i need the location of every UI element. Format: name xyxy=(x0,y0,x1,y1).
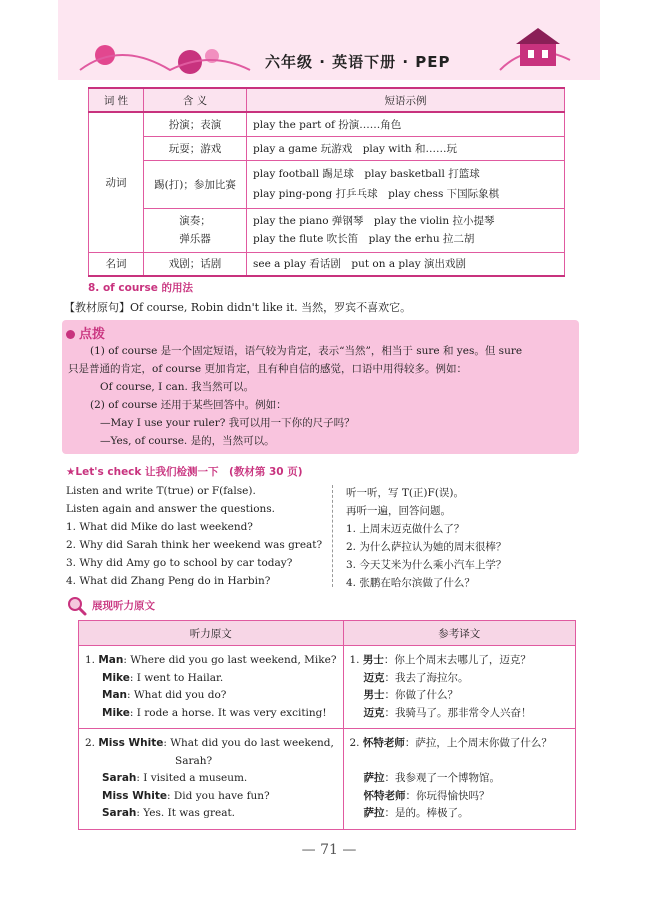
dialogue-line: 怀特老师：你玩得愉快吗？ xyxy=(363,789,490,802)
meaning-line: 演奏； xyxy=(179,215,211,227)
dialogue-line: Sarah: Yes. It was great. xyxy=(102,807,236,819)
example-line: play the flute 吹长笛 play the erhu 拉二胡 xyxy=(253,233,475,245)
check-zh-line: 2. 为什么萨拉认为她的周末很棒？ xyxy=(346,541,507,553)
meaning-cell: 扮演；表演 xyxy=(144,112,247,136)
dialogue-line: Sarah: I visited a museum. xyxy=(102,772,248,784)
dialogue-line: Sarah? xyxy=(175,754,213,767)
example-line: play ping-pong 打乒乓球 play chess 下国际象棋 xyxy=(253,188,500,200)
dialogue-line: 萨拉：是的。棒极了。 xyxy=(363,807,469,819)
tip-line: (2) of course 还用于某些回答中。例如： xyxy=(90,399,287,411)
example-cell: see a play 看话剧 put on a play 演出戏剧 xyxy=(247,252,565,276)
meaning-line: 弹乐器 xyxy=(179,233,211,245)
lets-check-title: ★Let's check 让我们检测一下 (教材第 30 页) xyxy=(66,466,303,478)
dialogue-line: Mike: I rode a horse. It was very exciting! xyxy=(102,706,327,719)
check-zh-line: 4. 张鹏在哈尔滨做了什么？ xyxy=(346,577,475,589)
page-header-title: 六年级 · 英语下册 · PEP xyxy=(265,53,451,71)
page-number: — 71 — xyxy=(301,842,357,858)
dialogue-line: Man: What did you do? xyxy=(102,689,227,701)
dialogue-line: 1. Man: Where did you go last weekend, Mike? xyxy=(85,654,337,666)
source-sentence: 【教材原句】Of course, Robin didn't like it. 当然，罗宾不喜欢它。 xyxy=(64,301,412,314)
check-zh-line: 听一听，写 T(正)F(误)。 xyxy=(346,487,465,499)
dialogue-line: 2. Miss White: What did you do last weekend, xyxy=(85,737,334,749)
example-cell: play a game 玩游戏 play with 和……玩 xyxy=(247,136,565,160)
listening-title: 展现听力原文 xyxy=(92,600,155,612)
tip-line: —Yes, of course. 是的，当然可以。 xyxy=(100,435,275,447)
example-line: play football 踢足球 play basketball 打篮球 xyxy=(253,168,480,180)
check-en-line: Listen again and answer the questions. xyxy=(66,503,276,515)
dialogue-line: 2. 怀特老师：萨拉，上个周末你做了什么？ xyxy=(349,737,552,749)
dialogue-line: 男士：你做了什么？ xyxy=(363,689,458,701)
dialogue-line: Mike: I went to Hailar. xyxy=(102,671,224,684)
tip-line: —May I use your ruler? 我可以用一下你的尺子吗？ xyxy=(100,417,355,429)
section-title: 8. of course 的用法 xyxy=(88,282,194,294)
check-en-line: 4. What did Zhang Peng do in Harbin? xyxy=(66,575,271,587)
tip-line: Of course, I can. 我当然可以。 xyxy=(100,381,255,393)
dialogue-line xyxy=(350,753,570,771)
dialogue-line: 萨拉：我参观了一个博物馆。 xyxy=(363,772,500,784)
check-zh-line: 3. 今天艾米为什么乘小汽车上学？ xyxy=(346,559,507,571)
dialogue-line: Miss White: Did you have fun? xyxy=(102,789,270,802)
tip-line: (1) of course 是一个固定短语，语气较为肯定，表示“当然”，相当于 sure 和 yes。但 sure xyxy=(90,345,523,357)
tip-icon xyxy=(66,330,75,339)
dialogue-line: 1. 男士：你上个周末去哪儿了，迈克？ xyxy=(349,654,531,666)
table-header: 短语示例 xyxy=(247,88,565,112)
pos-cell: 动词 xyxy=(89,112,144,252)
check-en-line: Listen and write T(true) or F(false). xyxy=(66,485,256,497)
vocab-table xyxy=(88,87,565,277)
check-en-line: 3. Why did Amy go to school by car today? xyxy=(66,557,293,569)
example-cell: play the part of 扮演……角色 xyxy=(247,112,565,136)
table-header: 听力原文 xyxy=(79,621,344,646)
check-en-line: 1. What did Mike do last weekend? xyxy=(66,521,253,533)
tip-title: 点拨 xyxy=(66,323,105,342)
dialogue-line: 迈克：我骑马了。那非常令人兴奋！ xyxy=(363,706,532,719)
listening-table xyxy=(78,620,576,830)
meaning-cell: 踢(打)；参加比赛 xyxy=(144,160,247,208)
dialogue-line: 迈克：我去了海拉尔。 xyxy=(363,671,469,684)
check-en-line: 2. Why did Sarah think her weekend was great? xyxy=(66,539,323,551)
magnifier-icon xyxy=(66,595,88,617)
meaning-cell: 戏剧；话剧 xyxy=(144,252,247,276)
column-divider xyxy=(332,485,333,587)
check-zh-line: 1. 上周末迈克做什么了？ xyxy=(346,523,465,535)
meaning-cell: 玩耍；游戏 xyxy=(144,136,247,160)
example-line: play the piano 弹钢琴 play the violin 拉小提琴 xyxy=(253,215,495,227)
table-header: 含 义 xyxy=(144,88,247,112)
table-header: 词 性 xyxy=(89,88,144,112)
pos-cell: 名词 xyxy=(89,252,144,276)
tip-line: 只是普通的肯定，of course 更加肯定，且有种自信的感觉，口语中用得较多。例如： xyxy=(68,363,467,375)
check-zh-line: 再听一遍，回答问题。 xyxy=(346,505,451,517)
table-header: 参考译文 xyxy=(343,621,576,646)
